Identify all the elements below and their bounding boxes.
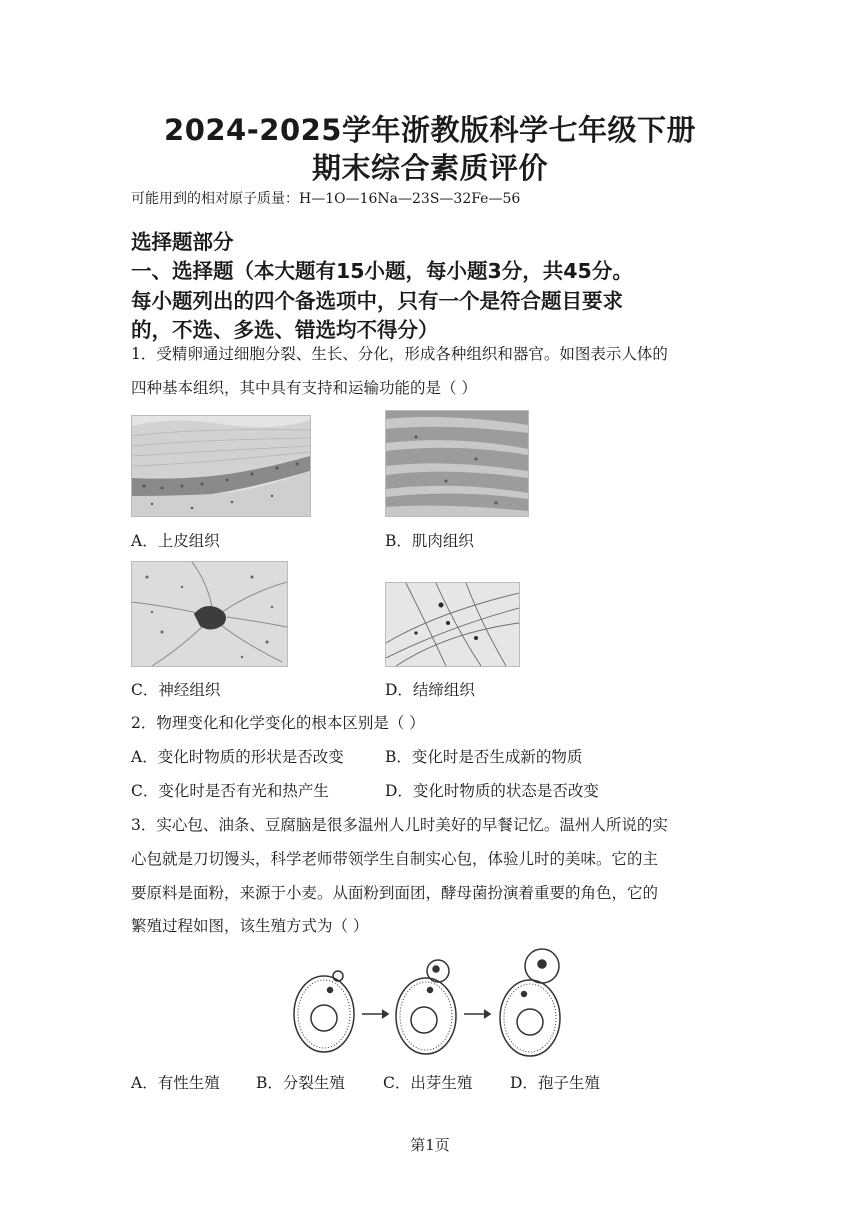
q2-option-d: D．变化时物质的状态是否改变 [385,782,599,800]
q3-option-c: C．出芽生殖 [383,1074,473,1092]
nerve-tissue-image [131,561,288,667]
q3-stem-line: 要原料是面粉，来源于小麦。从面粉到面团，酵母菌扮演着重要的角色，它的 [131,884,659,902]
section-label: 选择题部分 [131,230,234,254]
muscle-tissue-image [385,410,529,517]
q3-stem-line: 3．实心包、油条、豆腐脑是很多温州人儿时美好的早餐记忆。温州人所说的实 [131,816,668,834]
section-heading-line: 每小题列出的四个备选项中，只有一个是符合题目要求 [131,289,623,313]
document-title-line2: 期末综合素质评价 [311,151,548,185]
q3-option-a: A．有性生殖 [131,1074,220,1092]
q3-stem-line: 繁殖过程如图，该生殖方式为（ ） [131,917,369,935]
section-heading-line: 一、选择题（本大题有15小题，每小题3分，共45分。 [131,259,633,283]
q2-option-c: C．变化时是否有光和热产生 [131,782,329,800]
q3-option-b: B．分裂生殖 [256,1074,345,1092]
q2-option-b: B．变化时是否生成新的物质 [385,748,583,766]
connective-tissue-image [385,582,520,667]
q1-option-b: B．肌肉组织 [385,532,474,550]
q1-option-a: A．上皮组织 [131,532,220,550]
yeast-budding-diagram [288,944,578,1059]
q1-stem-line: 四种基本组织，其中具有支持和运输功能的是（ ） [131,379,477,397]
q2-option-a: A．变化时物质的形状是否改变 [131,748,344,766]
q2-stem: 2．物理变化和化学变化的根本区别是（ ） [131,714,425,732]
q3-stem-line: 心包就是刀切馒头，科学老师带领学生自制实心包，体验儿时的美味。它的主 [131,850,659,868]
page-number: 第1页 [410,1136,450,1154]
q1-option-c: C．神经组织 [131,681,221,699]
q1-stem-line: 1．受精卵通过细胞分裂、生长、分化，形成各种组织和器官。如图表示人体的 [131,345,668,363]
q3-option-d: D．孢子生殖 [510,1074,600,1092]
q1-option-d: D．结缔组织 [385,681,475,699]
atomic-masses-note: 可能用到的相对原子质量：H—1O—16Na—23S—32Fe—56 [131,191,521,207]
section-heading-line: 的，不选、多选、错选均不得分） [131,318,439,342]
document-title-line1: 2024-2025学年浙教版科学七年级下册 [164,113,696,147]
epithelial-tissue-image [131,415,311,517]
